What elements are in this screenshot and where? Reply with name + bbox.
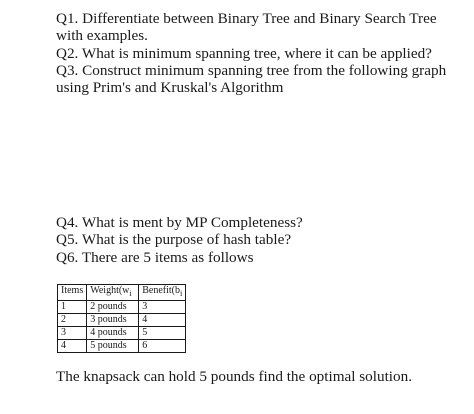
cell-item: 1	[58, 301, 87, 314]
table-row	[58, 327, 186, 340]
header-benefit: $Benefit(b_i$	[139, 285, 186, 301]
cell-item: 4	[58, 340, 87, 353]
question-5: Q5. What is the purpose of hash table?	[56, 231, 292, 249]
header-weight: $Weight(w_i$	[87, 285, 139, 301]
cell-benefit: 3	[139, 301, 186, 314]
cell-weight: 3 pounds	[87, 314, 139, 327]
knapsack-statement: The knapsack can hold 5 pounds find the optimal solution.	[56, 368, 413, 385]
question-2: Q2. What is minimum spanning tree, where it can be applied?	[56, 44, 432, 62]
table-header-row	[58, 285, 186, 301]
cell-weight: 2 pounds	[87, 301, 139, 314]
cell-benefit: 6	[139, 340, 186, 353]
table-row	[58, 314, 186, 327]
table-row	[58, 340, 186, 353]
question-3-line-2: using Prim's and Kruskal's Algorithm	[56, 79, 284, 97]
cell-item: 2	[58, 314, 87, 327]
question-1-line-1: Q1. Differentiate between Binary Tree and Binary Search Tree	[56, 10, 437, 27]
cell-weight: 4 pounds	[87, 327, 139, 340]
question-3-line-1: Q3. Construct minimum spanning tree from the following graph	[56, 61, 447, 79]
question-1-line-2: with examples.	[56, 27, 148, 45]
table-row	[58, 301, 186, 314]
items-table	[57, 284, 186, 353]
question-6: Q6. There are 5 items as follows	[56, 248, 254, 266]
cell-weight: 5 pounds	[87, 340, 139, 353]
cell-benefit: 4	[139, 314, 186, 327]
cell-benefit: 5	[139, 327, 186, 340]
header-items: Items	[58, 285, 87, 301]
question-4: Q4. What is ment by MP Completeness?	[56, 214, 303, 231]
cell-item: 3	[58, 327, 87, 340]
questions-block-bottom	[56, 214, 456, 266]
questions-block-top	[56, 10, 466, 96]
